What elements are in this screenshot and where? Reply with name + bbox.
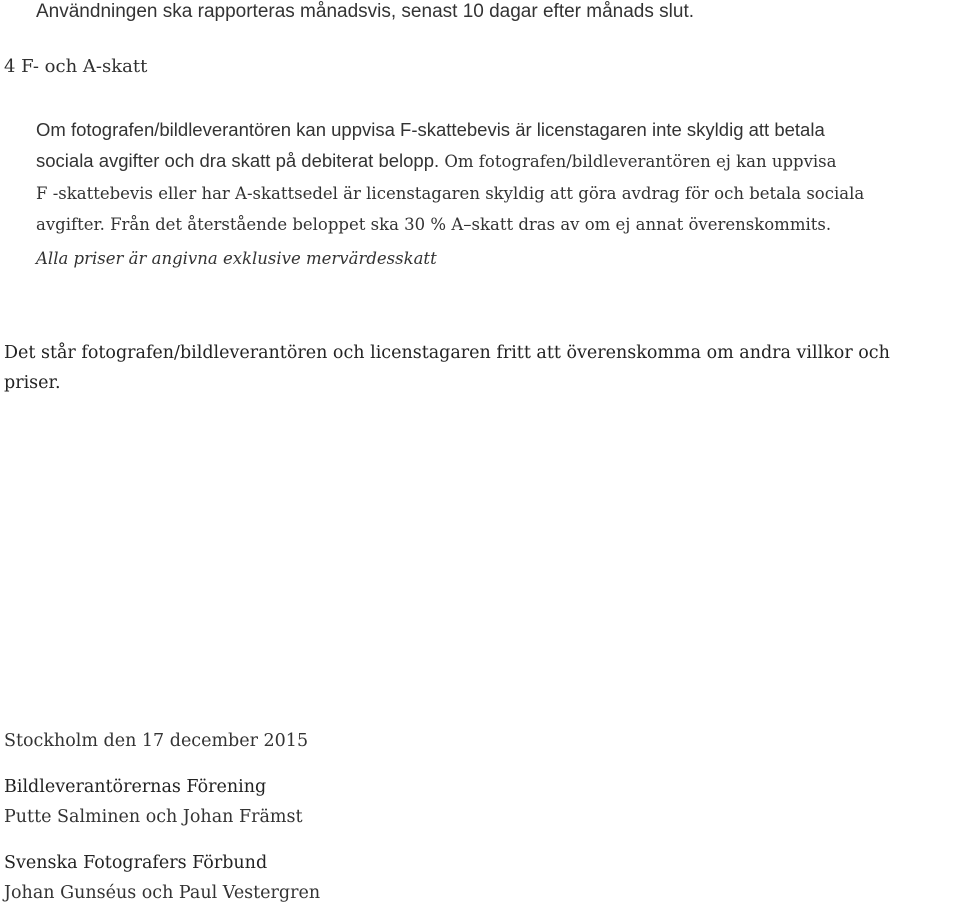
organization-2-name: Svenska Fotografers Förbund bbox=[4, 853, 268, 873]
vat-note: Alla priser är angivna exklusive mervärdesskatt bbox=[36, 249, 437, 268]
usage-report-text: Användningen ska rapporteras månadsvis, senast 10 dagar efter månads slut. bbox=[36, 1, 694, 22]
notice-line-1: Det står fotografen/bildleverantören och licenstagaren fritt att överenskomma om andra villkor och bbox=[4, 343, 890, 363]
paragraph-line-3: F -skattebevis eller har A-skattsedel är licenstagaren skyldig att göra avdrag för och betala sociala bbox=[36, 184, 865, 203]
paragraph-line-2a: sociala avgifter och dra skatt på debiterat belopp. bbox=[36, 150, 440, 171]
organization-2-signatories: Johan Gunséus och Paul Vestergren bbox=[4, 883, 321, 903]
section-heading: 4 F- och A-skatt bbox=[4, 56, 148, 77]
place-and-date: Stockholm den 17 december 2015 bbox=[4, 731, 309, 751]
paragraph-line-4: avgifter. Från det återstående beloppet ska 30 % A–skatt dras av om ej annat överenskommits. bbox=[36, 215, 832, 234]
organization-1-signatories: Putte Salminen och Johan Främst bbox=[4, 807, 303, 827]
notice-paragraph bbox=[4, 338, 960, 398]
tax-paragraph bbox=[36, 114, 960, 240]
paragraph-line-2b: Om fotografen/bildleverantören ej kan uppvisa bbox=[439, 152, 837, 171]
notice-line-2: priser. bbox=[4, 373, 61, 393]
paragraph-line-1: Om fotografen/bildleverantören kan uppvisa F-skattebevis är licenstagaren inte skyldig att betala bbox=[36, 119, 825, 140]
organization-1-name: Bildleverantörernas Förening bbox=[4, 777, 267, 797]
